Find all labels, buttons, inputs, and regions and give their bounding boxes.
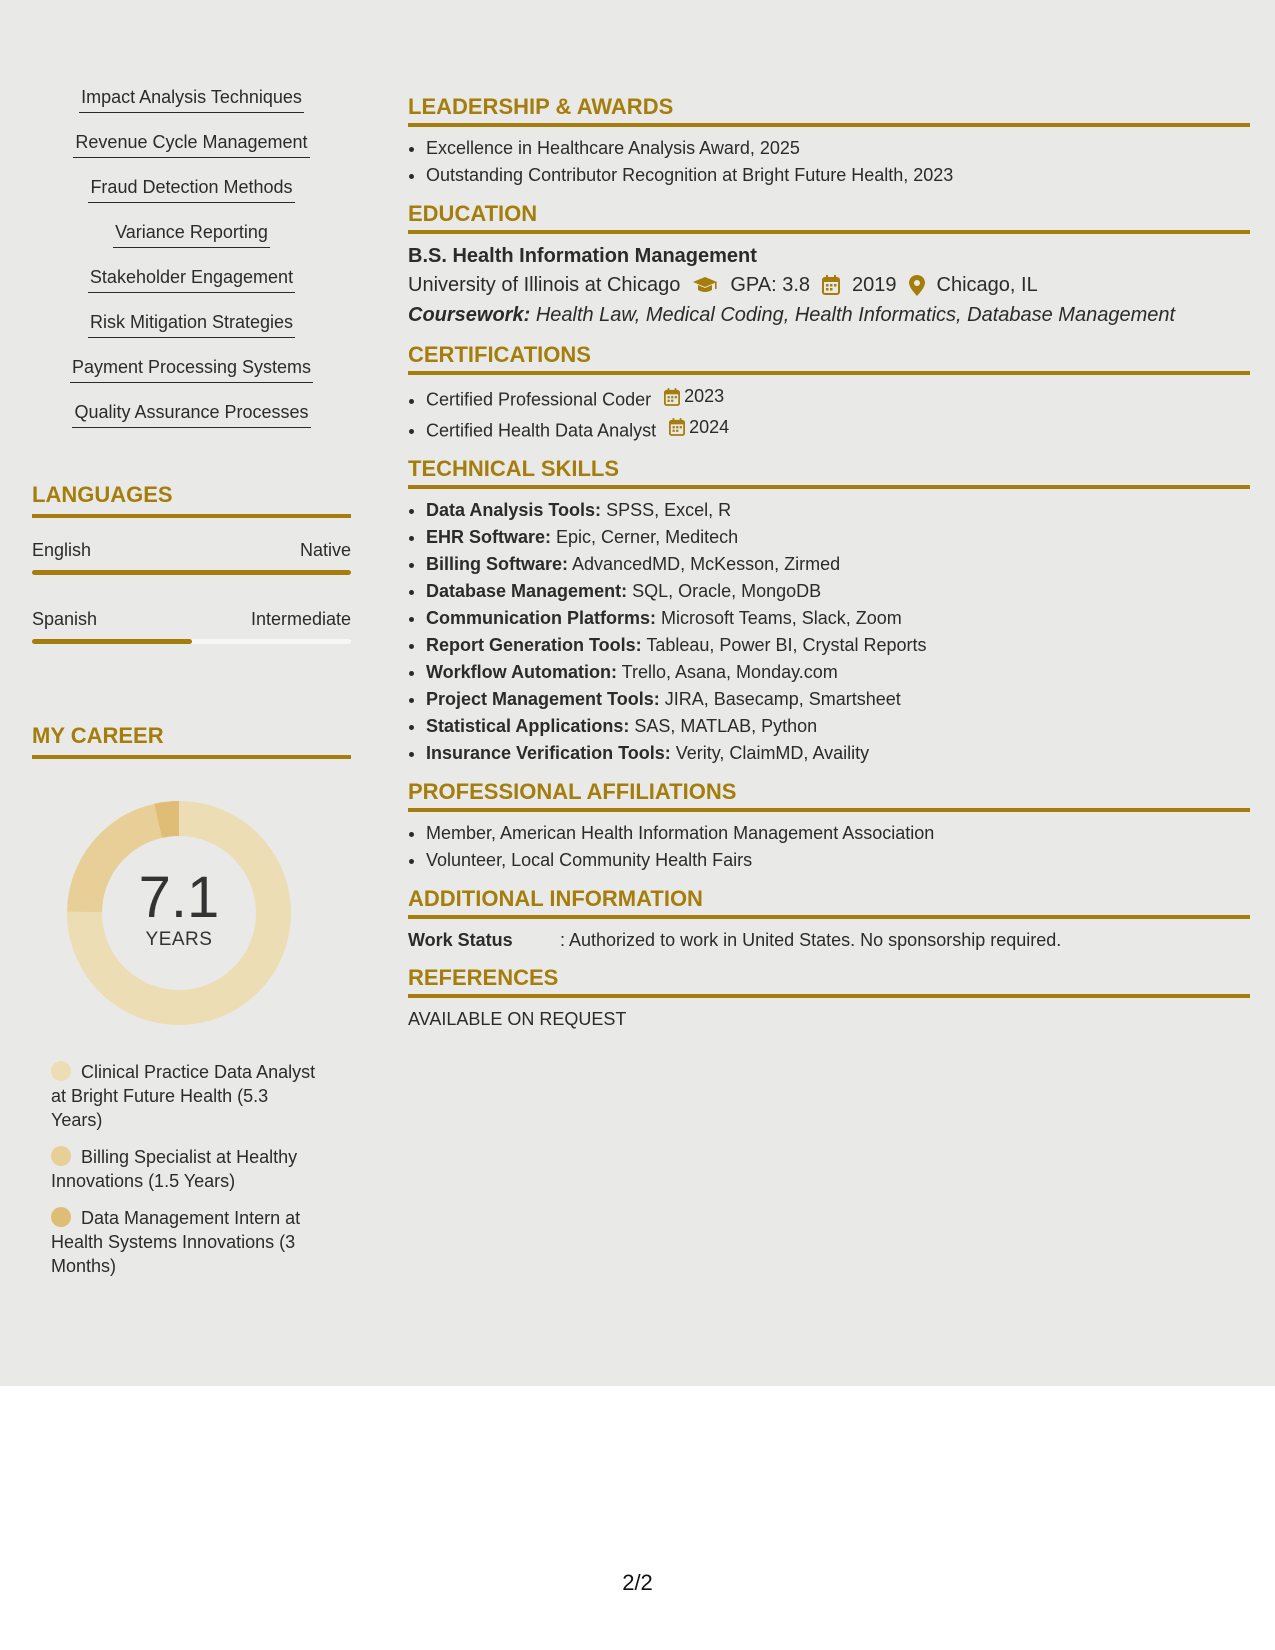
education-degree: B.S. Health Information Management (408, 245, 757, 267)
skill-values: Verity, ClaimMD, Availity (675, 743, 870, 763)
career-donut-center (66, 800, 292, 1026)
skill-category: Report Generation Tools: (426, 635, 642, 655)
skill-category: Statistical Applications: (426, 716, 630, 736)
skill-tag: Risk Mitigation Strategies (88, 311, 295, 338)
leadership-section (408, 94, 1250, 189)
leadership-heading: LEADERSHIP & AWARDS (408, 94, 1250, 127)
legend-dot (51, 1146, 71, 1166)
skill-category: Workflow Automation: (426, 662, 617, 682)
technical-skills-heading: TECHNICAL SKILLS (408, 456, 1250, 489)
additional-info-section (408, 886, 1250, 953)
legend-label: Billing Specialist at Healthy Innovations (1.5 Years) (51, 1147, 298, 1191)
skill-values: AdvancedMD, McKesson, Zirmed (572, 554, 841, 574)
references-heading: REFERENCES (408, 965, 1250, 998)
references-section (408, 965, 1250, 1032)
skill-tag-item (32, 86, 351, 131)
skill-tag: Payment Processing Systems (70, 356, 313, 383)
language-bar-fill (32, 570, 351, 575)
location-pin-icon (909, 275, 925, 296)
career-legend-item (51, 1145, 321, 1193)
language-bar-english (32, 570, 351, 575)
certification-name: Certified Professional Coder (426, 389, 652, 410)
language-row-english (32, 539, 351, 561)
career-legend (51, 1060, 321, 1291)
skill-tag-item (32, 266, 351, 311)
language-level: Intermediate (250, 609, 351, 629)
skill-tag: Stakeholder Engagement (88, 266, 295, 293)
skill-category: Billing Software: (426, 554, 569, 574)
education-heading: EDUCATION (408, 201, 1250, 234)
language-level: Native (299, 540, 351, 560)
skill-category: Insurance Verification Tools: (426, 743, 671, 763)
calendar-icon (822, 275, 840, 295)
coursework-list: Health Law, Medical Coding, Health Informatics, Database Management (535, 304, 1176, 326)
list-item (426, 497, 1250, 524)
skill-values: JIRA, Basecamp, Smartsheet (664, 689, 901, 709)
certifications-heading: CERTIFICATIONS (408, 342, 1250, 375)
language-row-spanish (32, 608, 351, 630)
list-item (426, 740, 1250, 767)
skill-tags-list (32, 86, 351, 446)
skill-tag-item (32, 401, 351, 446)
work-status-row (408, 927, 1250, 953)
career-total-unit: YEARS (145, 929, 213, 950)
education-location: Chicago, IL (936, 274, 1038, 296)
certifications-section (408, 342, 1250, 444)
certifications-list (408, 383, 1250, 444)
skill-tag-item (32, 356, 351, 401)
skills-sidebar (32, 86, 351, 446)
education-year: 2019 (852, 274, 897, 296)
affiliations-section (408, 779, 1250, 874)
legend-dot (51, 1207, 71, 1227)
career-heading: MY CAREER (32, 723, 351, 759)
education-school: University of Illinois at Chicago (408, 274, 681, 296)
calendar-icon (669, 418, 685, 436)
education-gpa: GPA: 3.8 (730, 274, 811, 296)
skill-category: Project Management Tools: (426, 689, 660, 709)
list-item (426, 383, 1250, 414)
skill-category: EHR Software: (426, 527, 552, 547)
skill-values: SPSS, Excel, R (606, 500, 732, 520)
work-status-label: Work Status (408, 930, 513, 950)
skill-category: Database Management: (426, 581, 628, 601)
list-item (426, 632, 1250, 659)
certification-date (664, 383, 724, 410)
career-total-years: 7.1 (138, 865, 220, 930)
skill-tag-item (32, 131, 351, 176)
certification-date (669, 414, 729, 441)
skill-category: Data Analysis Tools: (426, 500, 602, 520)
coursework-label: Coursework: (408, 304, 531, 326)
skill-values: Trello, Asana, Monday.com (621, 662, 838, 682)
references-text: AVAILABLE ON REQUEST (408, 1009, 627, 1029)
list-item (426, 578, 1250, 605)
list-item (426, 414, 1250, 445)
skill-values: SQL, Oracle, MongoDB (632, 581, 822, 601)
affiliations-heading: PROFESSIONAL AFFILIATIONS (408, 779, 1250, 812)
additional-info-heading: ADDITIONAL INFORMATION (408, 886, 1250, 919)
list-item: • Member, American Health Information Management Association (426, 820, 1250, 847)
education-section (408, 201, 1250, 330)
skill-tag-item (32, 221, 351, 266)
language-name: Spanish (32, 609, 98, 629)
language-bar-fill (32, 639, 192, 644)
skill-tag: Fraud Detection Methods (88, 176, 294, 203)
legend-label: Data Management Intern at Health Systems Innovations (3 Months) (51, 1208, 301, 1276)
leadership-list (408, 135, 1250, 189)
skill-tag: Variance Reporting (113, 221, 270, 248)
education-details (408, 270, 1250, 300)
list-item (426, 659, 1250, 686)
career-legend-item (51, 1060, 321, 1132)
list-item: • Excellence in Healthcare Analysis Award, 2025 (426, 135, 1250, 162)
skill-tag: Impact Analysis Techniques (79, 86, 304, 113)
skill-tag: Quality Assurance Processes (72, 401, 310, 428)
career-legend-item (51, 1206, 321, 1278)
skill-values: Epic, Cerner, Meditech (556, 527, 739, 547)
certification-year: 2024 (689, 416, 730, 437)
skill-tag-item (32, 311, 351, 356)
list-item: • Outstanding Contributor Recognition at Bright Future Health, 2023 (426, 162, 1250, 189)
list-item (426, 551, 1250, 578)
technical-skills-list (408, 497, 1250, 767)
skill-category: Communication Platforms: (426, 608, 657, 628)
certification-year: 2023 (684, 386, 725, 406)
list-item (426, 686, 1250, 713)
page-number: 2/2 (622, 1570, 653, 1595)
work-status-value: : Authorized to work in United States. No sponsorship required. (560, 930, 1062, 950)
skill-tag-item (32, 176, 351, 221)
list-item (426, 605, 1250, 632)
languages-heading: LANGUAGES (32, 482, 351, 518)
affiliations-list (408, 820, 1250, 874)
graduation-cap-icon (692, 276, 718, 294)
education-coursework (408, 300, 1250, 330)
language-bar-spanish (32, 639, 351, 644)
calendar-icon (664, 388, 680, 406)
legend-dot (51, 1061, 71, 1081)
skill-values: Microsoft Teams, Slack, Zoom (661, 608, 902, 628)
legend-label: Clinical Practice Data Analyst at Bright Future Health (5.3 Years) (51, 1062, 316, 1130)
skill-values: Tableau, Power BI, Crystal Reports (646, 635, 927, 655)
language-name: English (32, 540, 92, 560)
skill-values: SAS, MATLAB, Python (634, 716, 818, 736)
certification-name: Certified Health Data Analyst (426, 420, 657, 440)
list-item (426, 524, 1250, 551)
technical-skills-section (408, 456, 1250, 767)
career-donut-chart (66, 800, 292, 1026)
list-item (426, 713, 1250, 740)
main-content (408, 94, 1250, 1044)
list-item: • Volunteer, Local Community Health Fairs (426, 847, 1250, 874)
skill-tag: Revenue Cycle Management (73, 131, 309, 158)
